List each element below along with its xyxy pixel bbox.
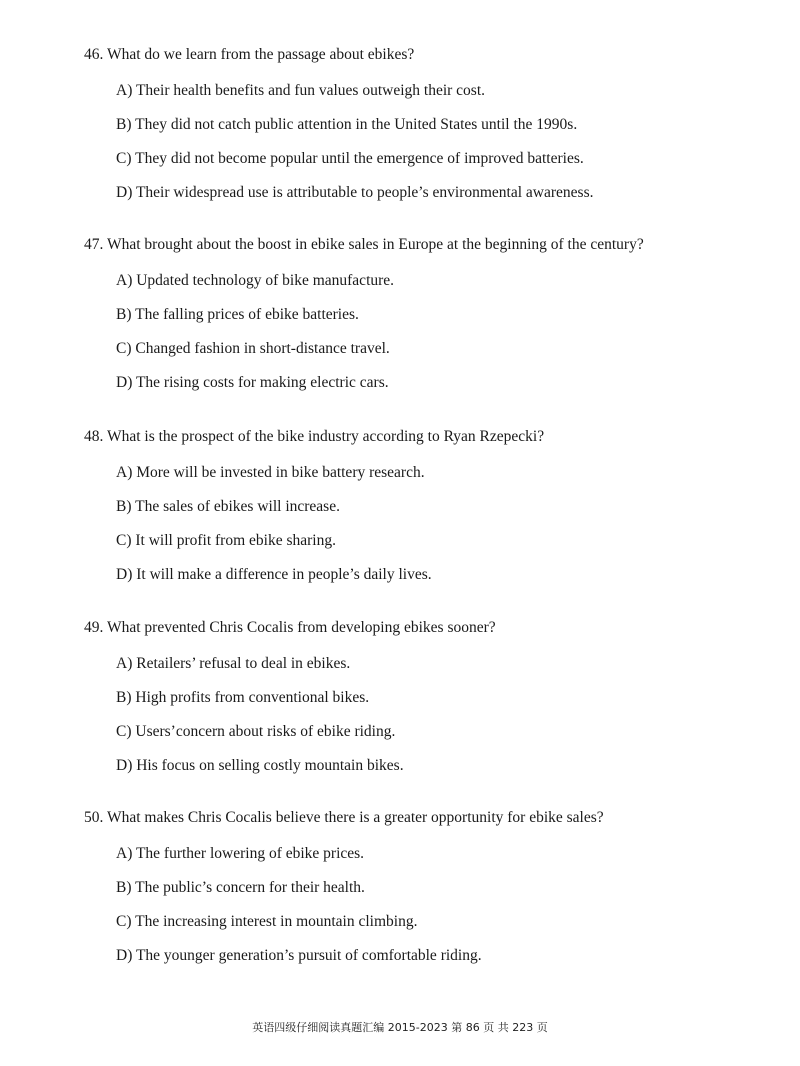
option-b: B) The sales of ebikes will increase. [116,498,340,515]
question-stem: 47. What brought about the boost in ebike sales in Europe at the beginning of the century? [84,236,644,253]
question-stem: 50. What makes Chris Cocalis believe there is a greater opportunity for ebike sales? [84,809,604,826]
option-a: A) Their health benefits and fun values outweigh their cost. [116,82,486,99]
option-c: C) The increasing interest in mountain climbing. [116,913,418,930]
option-b: B) The public’s concern for their health. [116,879,365,896]
question-stem: 48. What is the prospect of the bike industry according to Ryan Rzepecki? [84,428,545,445]
option-d: D) Their widespread use is attributable to people’s environmental awareness. [116,184,594,201]
option-c: C) It will profit from ebike sharing. [116,532,336,549]
question-stem: 46. What do we learn from the passage about ebikes? [84,46,415,63]
option-b: B) They did not catch public attention in the United States until the 1990s. [116,116,578,133]
option-a: A) The further lowering of ebike prices. [116,845,365,862]
option-d: D) The younger generation’s pursuit of comfortable riding. [116,947,482,964]
option-c: C) Users’concern about risks of ebike riding. [116,723,396,740]
option-c: C) They did not become popular until the emergence of improved batteries. [116,150,584,167]
option-d: D) It will make a difference in people’s daily lives. [116,566,432,583]
option-a: A) More will be invested in bike battery research. [116,464,425,481]
option-b: B) The falling prices of ebike batteries. [116,306,359,323]
question-stem: 49. What prevented Chris Cocalis from developing ebikes sooner? [84,619,496,636]
option-a: A) Updated technology of bike manufacture. [116,272,395,289]
option-c: C) Changed fashion in short-distance travel. [116,340,390,357]
option-b: B) High profits from conventional bikes. [116,689,370,706]
option-a: A) Retailers’ refusal to deal in ebikes. [116,655,351,672]
option-d: D) The rising costs for making electric cars. [116,374,389,391]
page-footer: 英语四级仔细阅读真题汇编 2015-2023 第 86 页 共 223 页 [252,1021,548,1034]
option-d: D) His focus on selling costly mountain bikes. [116,757,404,774]
